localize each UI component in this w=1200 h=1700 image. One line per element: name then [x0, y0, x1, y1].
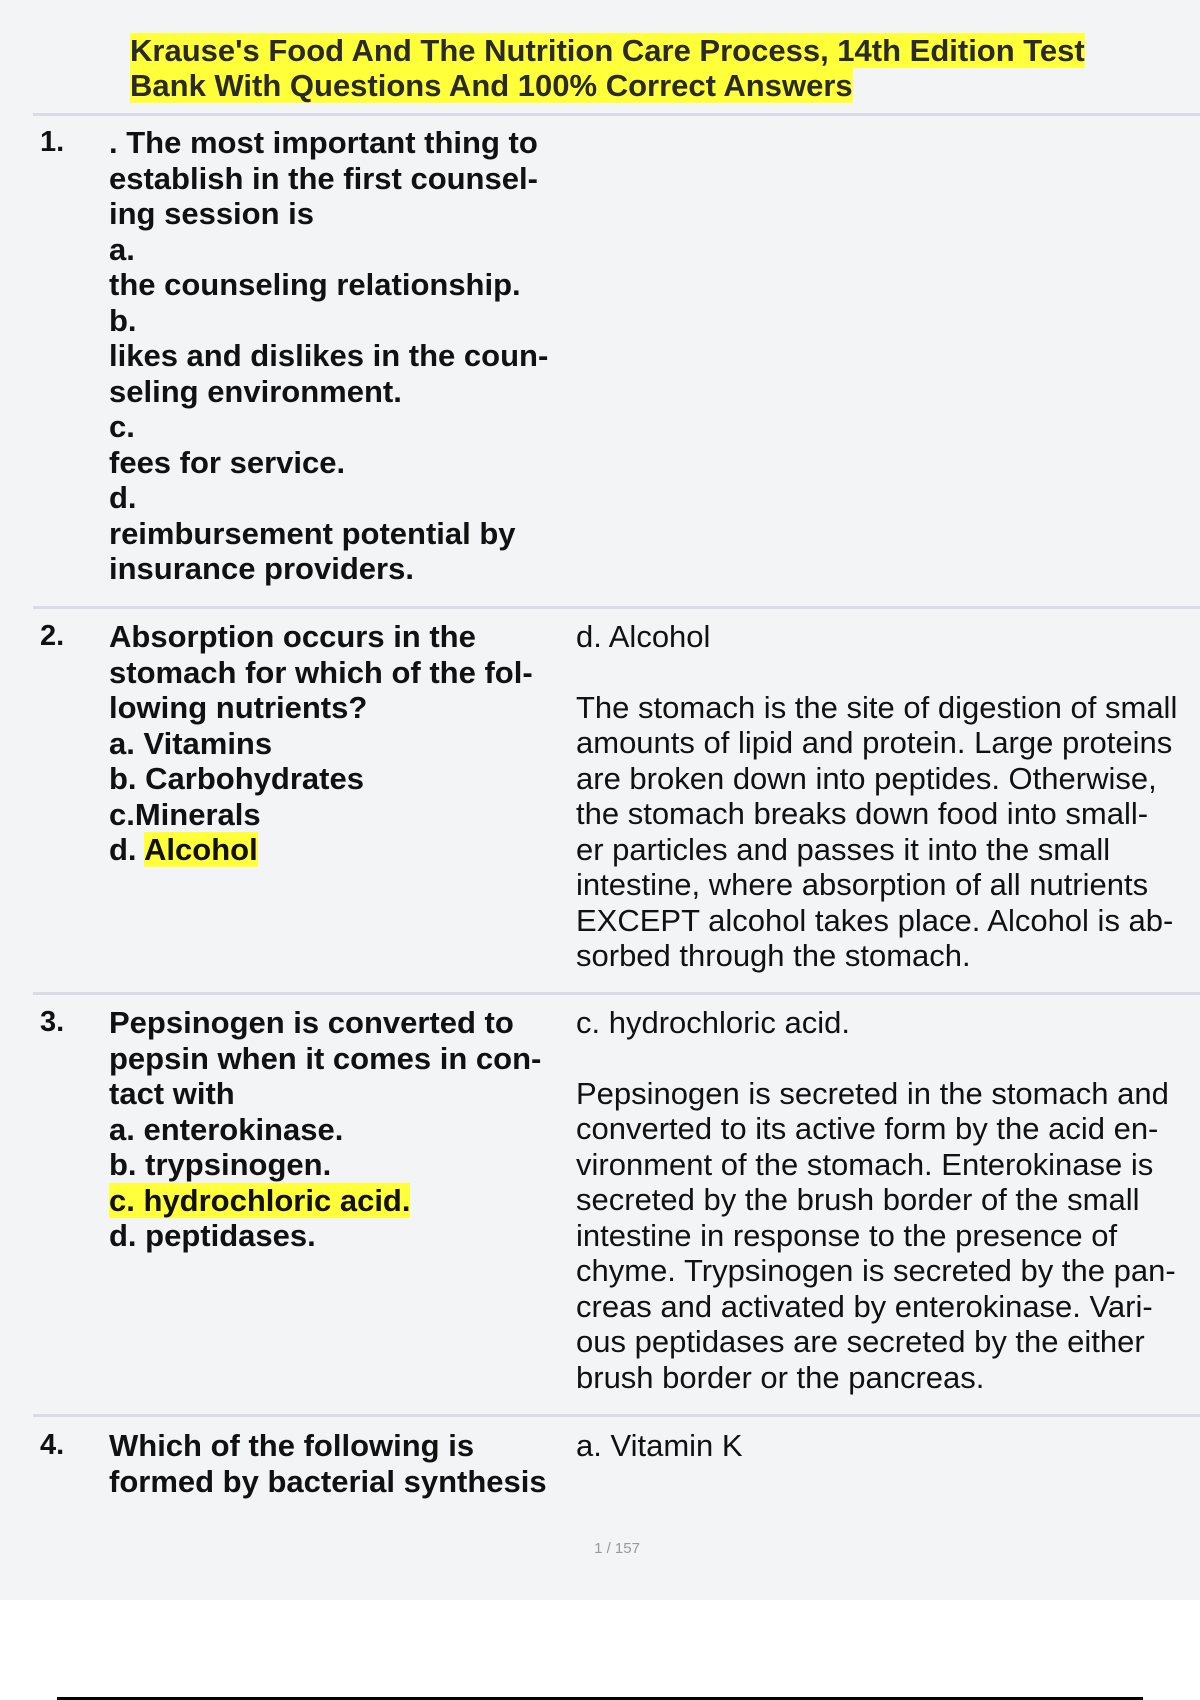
divider [33, 1414, 1200, 1417]
question-text [109, 619, 569, 868]
question-remaining-options: d. peptidases. [109, 1218, 316, 1253]
title-line-2: Bank With Questions And 100% Correct Answers [130, 68, 853, 103]
answer-block [576, 1005, 1191, 1395]
divider [33, 606, 1200, 609]
answer-explanation: The stomach is the site of digestion of small amounts of lipid and protein. Large proteins are broken down into peptides. Otherwise, the stomach breaks down food into small- er particles and passes it into the small intestine, where absorption of all nutrients EXCEPT alcohol takes place. Alcohol is ab- sorbed through the stomach. [576, 689, 1178, 973]
correct-answer: a. Vitamin K [576, 1428, 743, 1463]
question-number: 3. [40, 1006, 65, 1038]
question-number: 4. [40, 1429, 65, 1461]
title-line-1: Krause's Food And The Nutrition Care Process, 14th Edition Test [130, 33, 1085, 68]
answer-explanation: Pepsinogen is secreted in the stomach and converted to its active form by the acid en- vironment of the stomach. Enterokinase is secreted by the brush border of the small intestine in response to the presence of chyme. Trypsinogen is secreted by the pan- creas and activated by enterokinase. Vari- ous peptidases are secreted by the either brush border or the pancreas. [576, 1075, 1176, 1395]
divider [33, 992, 1200, 995]
page-indicator: 1 / 157 [594, 1540, 640, 1557]
question-text [109, 1005, 569, 1254]
question-number: 2. [40, 620, 65, 652]
question-number: 1. [40, 126, 65, 158]
correct-answer: c. hydrochloric acid. [576, 1005, 850, 1040]
question-text: . The most important thing to establish in the first counsel- ing session is a. the counseling relationship. b. likes and dislikes in the coun- seling environment. c. fees for service. d. reimbursement potential by insurance providers. [109, 125, 549, 586]
divider [33, 113, 1200, 116]
question-body: Pepsinogen is converted to pepsin when it comes in con- tact with a. enterokinase. b. trypsinogen. [109, 1005, 542, 1182]
correct-answer: d. Alcohol [576, 619, 711, 654]
question-text: Which of the following is formed by bacterial synthesis [109, 1428, 547, 1499]
highlighted-correct-option: c. hydrochloric acid. [109, 1182, 411, 1218]
answer-block [576, 1428, 1191, 1464]
document-title [130, 33, 1130, 103]
question-body: Absorption occurs in the stomach for which of the fol- lowing nutrients? a. Vitamins b. Carbohydrates c.Minerals d. [109, 619, 533, 867]
highlighted-correct-option: Alcohol [144, 832, 258, 867]
answer-block [576, 619, 1191, 974]
